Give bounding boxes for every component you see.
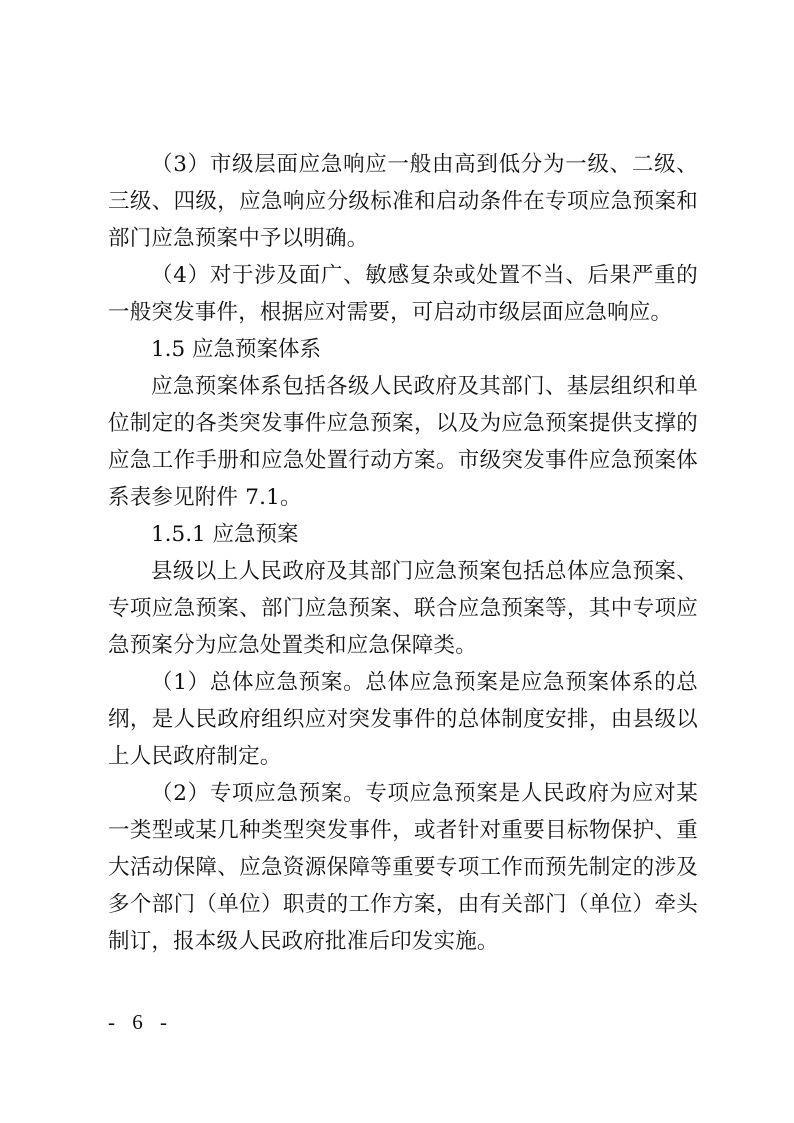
- section-heading-1-5: 1.5 应急预案体系: [151, 337, 322, 362]
- para-city-response-levels: （3）市级层面应急响应一般由高到低分为一级、二级、三级、四级，应急响应分级标准和启动条件在专项应急预案和部门应急预案中予以明确。: [108, 152, 698, 251]
- para-plan-system: 应急预案体系包括各级人民政府及其部门、基层组织和单位制定的各类突发事件应急预案，以及为应急预案提供支撑的应急工作手册和应急处置行动方案。市级突发事件应急预案体系表参见附件 7.1。: [108, 374, 698, 510]
- para-special-plan: （2）专项应急预案。专项应急预案是人民政府为应对某一类型或某几种类型突发事件，或者针对重要目标物保护、重大活动保障、应急资源保障等重要专项工作而预先制定的涉及多个部门（单位）职责的工作方案，由有关部门（单位）牵头制订，报本级人民政府批准后印发实施。: [108, 781, 698, 954]
- section-heading-1-5-1: 1.5.1 应急预案: [151, 522, 299, 547]
- para-plan-categories: 县级以上人民政府及其部门应急预案包括总体应急预案、专项应急预案、部门应急预案、联合应急预案等，其中专项应急预案分为应急处置类和应急保障类。: [108, 559, 698, 658]
- para-overall-plan: （1）总体应急预案。总体应急预案是应急预案体系的总纲，是人民政府组织应对突发事件的总体制度安排，由县级以上人民政府制定。: [108, 670, 698, 769]
- para-general-emergencies: （4）对于涉及面广、敏感复杂或处置不当、后果严重的一般突发事件，根据应对需要，可启动市级层面应急响应。: [108, 263, 698, 325]
- document-body: [108, 146, 698, 960]
- page-number: - 6 -: [108, 1010, 173, 1034]
